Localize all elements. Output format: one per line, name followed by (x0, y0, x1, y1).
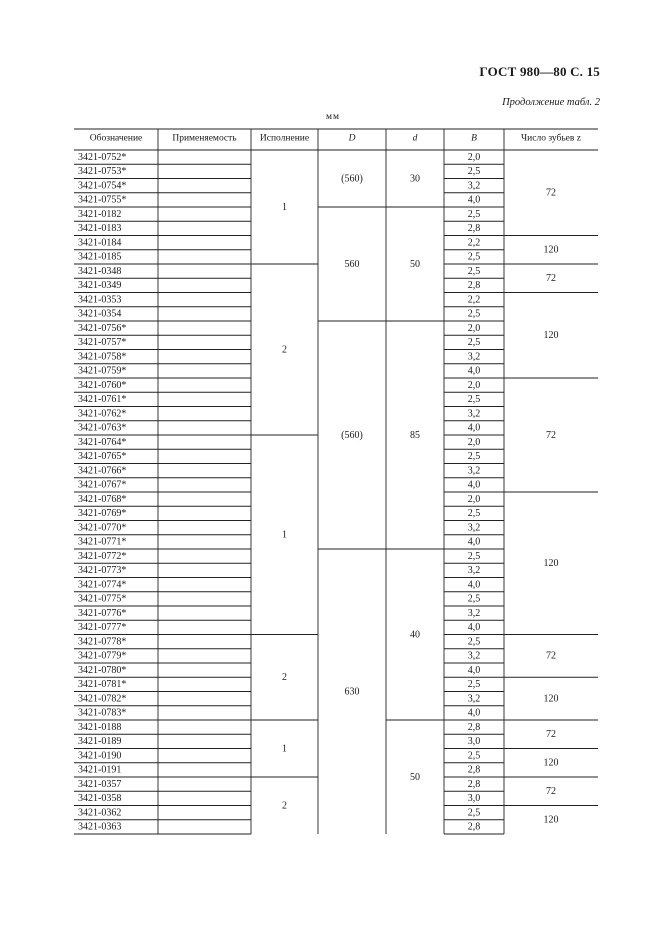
teeth-z-cell: 120 (543, 330, 559, 342)
designation-cell: 3421-0188 (78, 721, 122, 733)
designation-cell: 3421-0778* (78, 636, 127, 648)
b-value-cell: 4,0 (467, 365, 481, 377)
designation-cell: 3421-0755* (78, 194, 127, 206)
teeth-z-cell: 72 (546, 786, 556, 798)
b-value-cell: 2,5 (467, 251, 481, 263)
b-value-cell: 2,8 (467, 778, 481, 790)
teeth-z-cell: 120 (543, 244, 559, 256)
designation-cell: 3421-0758* (78, 351, 127, 363)
b-value-cell: 4,0 (467, 422, 481, 434)
b-value-cell: 3,0 (467, 793, 481, 805)
designation-cell: 3421-0760* (78, 379, 127, 391)
teeth-z-cell: 72 (546, 650, 556, 662)
b-value-cell: 3,2 (467, 465, 481, 477)
b-value-cell: 2,0 (467, 493, 481, 505)
b-value-cell: 2,5 (467, 308, 481, 320)
b-value-cell: 4,0 (467, 664, 481, 676)
diameter-D-cell: (560) (341, 429, 363, 441)
designation-cell: 3421-0772* (78, 550, 127, 562)
designation-cell: 3421-0358 (78, 793, 122, 805)
designation-cell: 3421-0353 (78, 294, 122, 306)
designation-cell: 3421-0775* (78, 593, 127, 605)
column-header-1: Применяемость (172, 133, 237, 144)
b-value-cell: 2,5 (467, 208, 481, 220)
designation-cell: 3421-0773* (78, 565, 127, 577)
b-value-cell: 3,2 (467, 650, 481, 662)
b-value-cell: 2,0 (467, 151, 481, 163)
designation-cell: 3421-0754* (78, 180, 127, 192)
designation-cell: 3421-0182 (78, 208, 122, 220)
teeth-z-cell: 72 (546, 273, 556, 285)
diameter-d-cell: 30 (410, 173, 420, 185)
b-value-cell: 2,2 (467, 294, 481, 306)
b-value-cell: 4,0 (467, 707, 481, 719)
ispolnenie-cell: 1 (282, 201, 287, 213)
designation-cell: 3421-0768* (78, 493, 127, 505)
column-header-2: Исполнение (259, 133, 310, 144)
designation-cell: 3421-0779* (78, 650, 127, 662)
designation-cell: 3421-0184 (78, 237, 122, 249)
b-value-cell: 2,8 (467, 764, 481, 776)
designation-cell: 3421-0349 (78, 280, 122, 292)
designation-cell: 3421-0183 (78, 223, 122, 235)
teeth-z-cell: 72 (546, 729, 556, 741)
b-value-cell: 3,2 (467, 565, 481, 577)
teeth-z-cell: 120 (543, 757, 559, 769)
designation-cell: 3421-0348 (78, 265, 122, 277)
designation-cell: 3421-0763* (78, 422, 127, 434)
designation-cell: 3421-0776* (78, 607, 127, 619)
b-value-cell: 2,5 (467, 636, 481, 648)
ispolnenie-cell: 2 (282, 344, 287, 356)
designation-cell: 3421-0752* (78, 151, 127, 163)
b-value-cell: 4,0 (467, 479, 481, 491)
b-value-cell: 2,0 (467, 436, 481, 448)
b-value-cell: 4,0 (467, 536, 481, 548)
b-value-cell: 4,0 (467, 194, 481, 206)
diameter-d-cell: 40 (410, 629, 420, 641)
b-value-cell: 2,0 (467, 379, 481, 391)
column-header-0: Обозначение (89, 133, 143, 144)
b-value-cell: 3,2 (467, 180, 481, 192)
designation-cell: 3421-0363 (78, 821, 122, 833)
designation-cell: 3421-0769* (78, 508, 127, 520)
ispolnenie-cell: 2 (282, 800, 287, 812)
teeth-z-cell: 120 (543, 814, 559, 826)
b-value-cell: 3,2 (467, 693, 481, 705)
designation-cell: 3421-0767* (78, 479, 127, 491)
b-value-cell: 2,5 (467, 451, 481, 463)
b-value-cell: 2,5 (467, 337, 481, 349)
designation-cell: 3421-0189 (78, 736, 122, 748)
designation-cell: 3421-0774* (78, 579, 127, 591)
ispolnenie-cell: 1 (282, 743, 287, 755)
designation-cell: 3421-0756* (78, 322, 127, 334)
b-value-cell: 2,2 (467, 237, 481, 249)
page-header-title: ГОСТ 980—80 С. 15 (479, 64, 600, 79)
b-value-cell: 2,0 (467, 322, 481, 334)
designation-cell: 3421-0761* (78, 394, 127, 406)
b-value-cell: 2,5 (467, 508, 481, 520)
b-value-cell: 2,5 (467, 593, 481, 605)
b-value-cell: 2,5 (467, 550, 481, 562)
designation-cell: 3421-0783* (78, 707, 127, 719)
column-header-3: D (348, 133, 356, 144)
b-value-cell: 2,5 (467, 166, 481, 178)
b-value-cell: 3,2 (467, 607, 481, 619)
column-header-4: d (412, 133, 418, 144)
ispolnenie-cell: 2 (282, 672, 287, 684)
b-value-cell: 2,8 (467, 280, 481, 292)
designation-cell: 3421-0762* (78, 408, 127, 420)
teeth-z-cell: 72 (546, 429, 556, 441)
b-value-cell: 2,8 (467, 821, 481, 833)
b-value-cell: 3,2 (467, 351, 481, 363)
designation-cell: 3421-0777* (78, 622, 127, 634)
b-value-cell: 4,0 (467, 622, 481, 634)
diameter-D-cell: 560 (344, 258, 360, 270)
designation-cell: 3421-0191 (78, 764, 122, 776)
b-value-cell: 2,8 (467, 223, 481, 235)
b-value-cell: 2,5 (467, 807, 481, 819)
designation-cell: 3421-0757* (78, 337, 127, 349)
b-value-cell: 3,2 (467, 522, 481, 534)
teeth-z-cell: 72 (546, 187, 556, 199)
ispolnenie-cell: 1 (282, 529, 287, 541)
column-header-6: Число зубьев z (521, 133, 581, 144)
b-value-cell: 3,0 (467, 736, 481, 748)
b-value-cell: 2,5 (467, 265, 481, 277)
designation-cell: 3421-0781* (78, 679, 127, 691)
designation-cell: 3421-0357 (78, 778, 122, 790)
designation-cell: 3421-0765* (78, 451, 127, 463)
designation-cell: 3421-0753* (78, 166, 127, 178)
designation-cell: 3421-0354 (78, 308, 122, 320)
designation-cell: 3421-0782* (78, 693, 127, 705)
diameter-D-cell: 630 (344, 686, 360, 698)
designation-cell: 3421-0766* (78, 465, 127, 477)
b-value-cell: 4,0 (467, 579, 481, 591)
designation-cell: 3421-0759* (78, 365, 127, 377)
b-value-cell: 3,2 (467, 408, 481, 420)
b-value-cell: 2,8 (467, 721, 481, 733)
designation-cell: 3421-0771* (78, 536, 127, 548)
teeth-z-cell: 120 (543, 558, 559, 570)
b-value-cell: 2,5 (467, 394, 481, 406)
diameter-d-cell: 50 (410, 258, 420, 270)
designation-cell: 3421-0190 (78, 750, 122, 762)
diameter-d-cell: 85 (410, 429, 420, 441)
designation-cell: 3421-0362 (78, 807, 122, 819)
table-continuation-caption: Продолжение табл. 2 (502, 97, 600, 108)
designation-cell: 3421-0764* (78, 436, 127, 448)
unit-label: мм (325, 112, 341, 122)
b-value-cell: 2,5 (467, 679, 481, 691)
designation-cell: 3421-0185 (78, 251, 122, 263)
designation-cell: 3421-0780* (78, 664, 127, 676)
diameter-d-cell: 50 (410, 771, 420, 783)
teeth-z-cell: 120 (543, 693, 559, 705)
b-value-cell: 2,5 (467, 750, 481, 762)
column-header-5: B (471, 133, 477, 144)
diameter-D-cell: (560) (341, 173, 363, 185)
designation-cell: 3421-0770* (78, 522, 127, 534)
